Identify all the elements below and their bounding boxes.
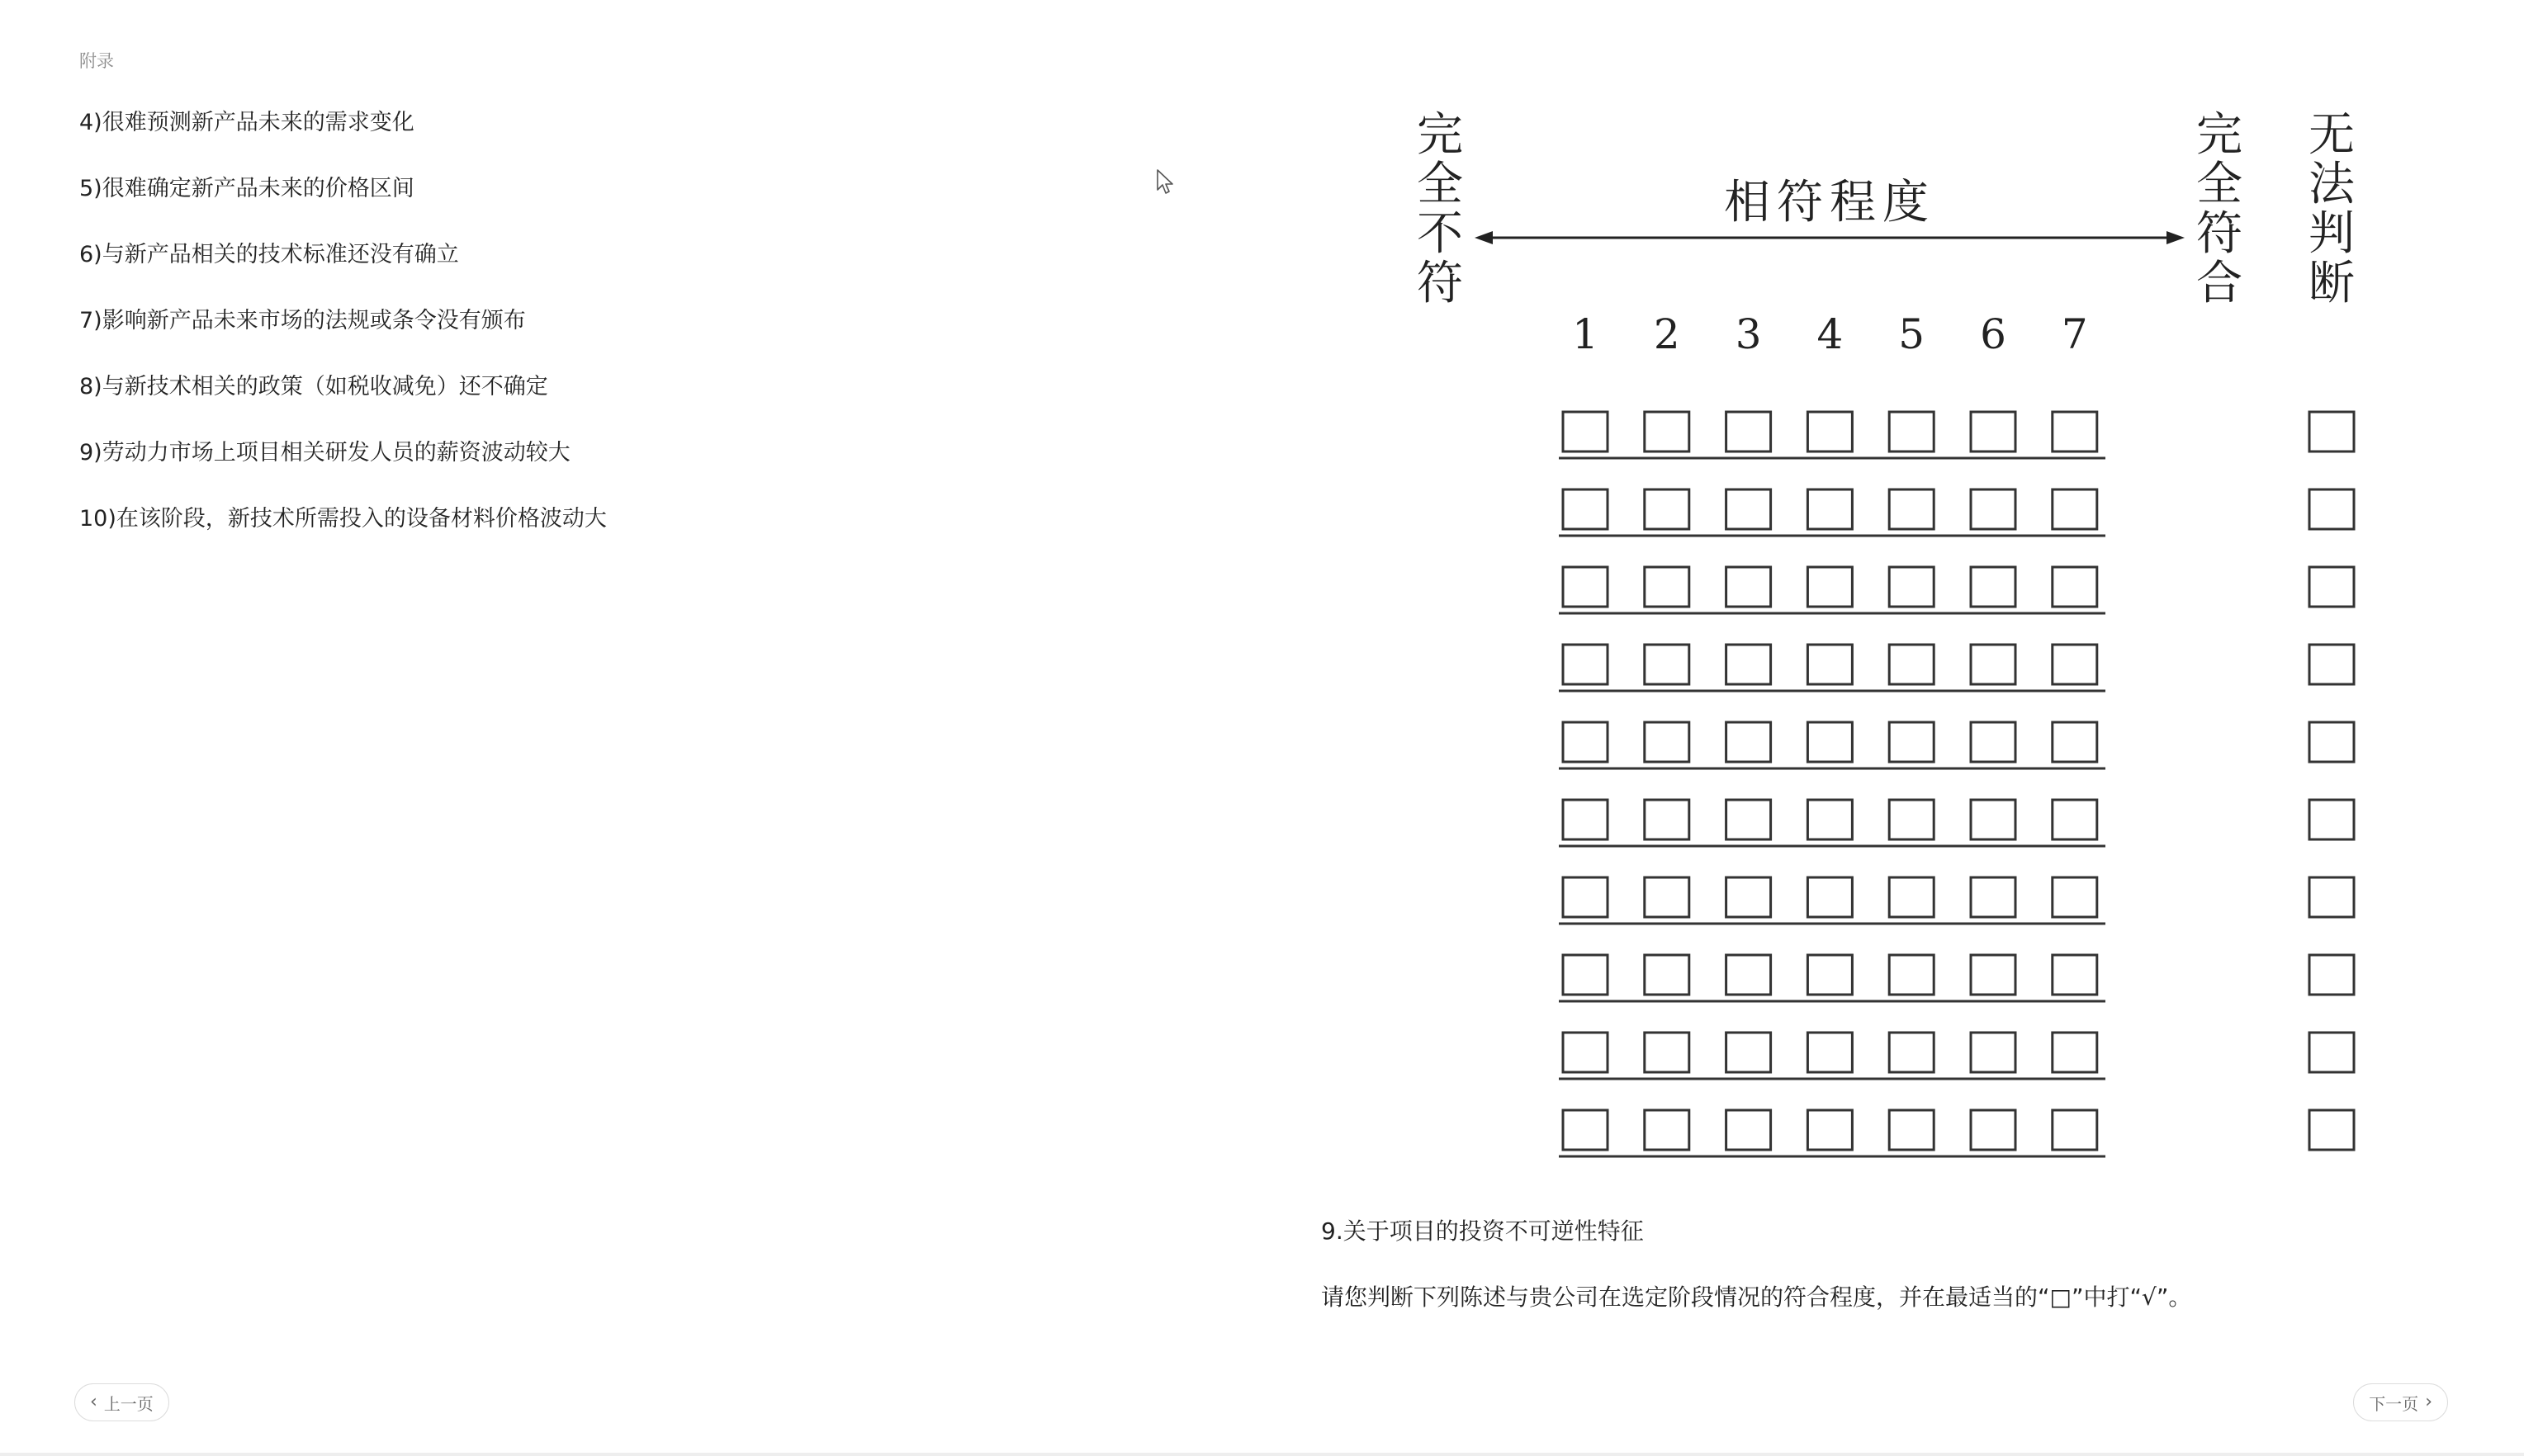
- question-title: 9.关于项目的投资不可逆性特征: [1321, 1217, 1644, 1245]
- prev-page-button[interactable]: [74, 1383, 169, 1421]
- rating-checkbox[interactable]: [1807, 722, 1852, 762]
- rating-checkbox[interactable]: [1645, 567, 1689, 607]
- cannot-judge-checkbox[interactable]: [2309, 567, 2354, 607]
- rating-checkbox[interactable]: [1726, 955, 1771, 995]
- rating-checkbox[interactable]: [1726, 645, 1771, 684]
- rating-checkbox[interactable]: [1971, 412, 2015, 451]
- cannot-judge-checkbox[interactable]: [2309, 877, 2354, 917]
- scale-title: 相符程度: [1724, 176, 1935, 229]
- bottom-divider: [0, 1453, 2524, 1456]
- scale-numbers: [1572, 310, 2088, 358]
- rating-checkbox[interactable]: [2053, 722, 2097, 762]
- next-page-label: 下一页: [2369, 1393, 2419, 1414]
- rating-checkbox[interactable]: [1563, 877, 1608, 917]
- rating-checkbox[interactable]: [1889, 567, 1934, 607]
- rating-row: [1559, 800, 2354, 846]
- cannot-judge-checkbox[interactable]: [2309, 489, 2354, 529]
- rating-checkbox[interactable]: [1889, 1033, 1934, 1072]
- rating-checkbox[interactable]: [2053, 1110, 2097, 1150]
- na-label-char: 无: [2309, 108, 2355, 162]
- rating-checkbox[interactable]: [1971, 1110, 2015, 1150]
- rating-row: [1559, 1110, 2354, 1156]
- rating-checkbox[interactable]: [1889, 645, 1934, 684]
- statement-item: 4)很难预测新产品未来的需求变化: [79, 110, 414, 135]
- na-label-char: 法: [2309, 158, 2355, 211]
- cannot-judge-checkbox[interactable]: [2309, 1033, 2354, 1072]
- rating-checkbox[interactable]: [1971, 877, 2015, 917]
- rating-row: [1559, 722, 2354, 768]
- rating-checkbox[interactable]: [1971, 1033, 2015, 1072]
- na-label-char: 断: [2309, 257, 2355, 310]
- breadcrumb: 附录: [79, 51, 114, 71]
- chevron-left-icon: ‹: [90, 1392, 97, 1412]
- na-label-char: 判: [2309, 207, 2355, 261]
- rating-row: [1559, 645, 2354, 691]
- rating-checkbox[interactable]: [1807, 800, 1852, 839]
- rating-checkbox[interactable]: [1971, 722, 2015, 762]
- rating-checkbox[interactable]: [1889, 955, 1934, 995]
- statement-item: 10)在该阶段，新技术所需投入的设备材料价格波动大: [79, 506, 607, 532]
- scale-number: 7: [2061, 310, 2088, 358]
- left-arrowhead-icon: [1475, 231, 1493, 244]
- rating-checkbox[interactable]: [1726, 489, 1771, 529]
- rating-checkbox[interactable]: [1971, 489, 2015, 529]
- rating-checkbox[interactable]: [1971, 955, 2015, 995]
- rating-checkbox[interactable]: [1889, 489, 1934, 529]
- right-label-char: 全: [2196, 158, 2242, 211]
- rating-checkbox[interactable]: [1971, 645, 2015, 684]
- rating-checkbox[interactable]: [1563, 722, 1608, 762]
- scale-number: 1: [1572, 310, 1598, 358]
- rating-checkbox[interactable]: [2053, 412, 2097, 451]
- rating-checkbox[interactable]: [2053, 955, 2097, 995]
- cannot-judge-checkbox[interactable]: [2309, 722, 2354, 762]
- rating-checkbox[interactable]: [1563, 800, 1608, 839]
- statement-item: 9)劳动力市场上项目相关研发人员的薪资波动较大: [79, 440, 571, 466]
- chevron-right-icon: ›: [2425, 1392, 2432, 1412]
- cannot-judge-label: [2309, 108, 2356, 310]
- rating-checkbox[interactable]: [1726, 722, 1771, 762]
- rating-checkbox[interactable]: [1645, 1110, 1689, 1150]
- question-instruction: 请您判断下列陈述与贵公司在选定阶段情况的符合程度，并在最适当的“□”中打“√”。: [1321, 1283, 2192, 1311]
- rating-checkbox[interactable]: [1971, 800, 2015, 839]
- rating-row: [1559, 489, 2354, 536]
- rating-rows: [1559, 412, 2354, 1156]
- rating-checkbox[interactable]: [1807, 955, 1852, 995]
- rating-checkbox[interactable]: [1563, 1110, 1608, 1150]
- scale-number: 2: [1653, 310, 1680, 358]
- rating-checkbox[interactable]: [1807, 1033, 1852, 1072]
- rating-checkbox[interactable]: [1807, 645, 1852, 684]
- right-label-char: 合: [2196, 257, 2242, 310]
- left-scale-label: [1417, 108, 1463, 310]
- rating-checkbox[interactable]: [1726, 800, 1771, 839]
- left-label-char: 全: [1417, 158, 1463, 211]
- left-label-char: 符: [1417, 257, 1463, 310]
- rating-checkbox[interactable]: [1645, 722, 1689, 762]
- cannot-judge-checkbox[interactable]: [2309, 412, 2354, 451]
- cannot-judge-checkbox[interactable]: [2309, 1110, 2354, 1150]
- statement-item: 8)与新技术相关的政策（如税收减免）还不确定: [79, 374, 548, 399]
- cannot-judge-checkbox[interactable]: [2309, 800, 2354, 839]
- rating-checkbox[interactable]: [1889, 1110, 1934, 1150]
- scale-number: 6: [1980, 310, 2006, 358]
- right-scale-label: [2196, 108, 2242, 310]
- rating-checkbox[interactable]: [2053, 800, 2097, 839]
- rating-checkbox[interactable]: [1726, 567, 1771, 607]
- next-page-button[interactable]: [2353, 1383, 2448, 1421]
- rating-checkbox[interactable]: [2053, 645, 2097, 684]
- rating-checkbox[interactable]: [1563, 955, 1608, 995]
- rating-row: [1559, 1033, 2354, 1079]
- statement-item: 6)与新产品相关的技术标准还没有确立: [79, 242, 459, 267]
- rating-scale-figure: [1387, 107, 2378, 1180]
- rating-checkbox[interactable]: [1889, 412, 1934, 451]
- cannot-judge-checkbox[interactable]: [2309, 645, 2354, 684]
- statement-item: 7)影响新产品未来市场的法规或条令没有颁布: [79, 308, 526, 333]
- left-label-char: 不: [1417, 207, 1463, 261]
- rating-row: [1559, 567, 2354, 613]
- rating-checkbox[interactable]: [1645, 645, 1689, 684]
- right-label-char: 符: [2196, 207, 2242, 261]
- rating-checkbox[interactable]: [1645, 877, 1689, 917]
- right-arrowhead-icon: [2166, 231, 2185, 244]
- rating-checkbox[interactable]: [1563, 1033, 1608, 1072]
- right-label-char: 完: [2196, 108, 2242, 162]
- rating-checkbox[interactable]: [1726, 412, 1771, 451]
- rating-checkbox[interactable]: [1645, 412, 1689, 451]
- rating-checkbox[interactable]: [1889, 800, 1934, 839]
- scale-number: 5: [1898, 310, 1925, 358]
- cannot-judge-checkbox[interactable]: [2309, 955, 2354, 995]
- rating-checkbox[interactable]: [1645, 1033, 1689, 1072]
- statement-item: 5)很难确定新产品未来的价格区间: [79, 176, 414, 201]
- rating-checkbox[interactable]: [1726, 1033, 1771, 1072]
- rating-checkbox[interactable]: [1889, 877, 1934, 917]
- rating-checkbox[interactable]: [1563, 645, 1608, 684]
- rating-checkbox[interactable]: [1645, 955, 1689, 995]
- rating-checkbox[interactable]: [2053, 1033, 2097, 1072]
- rating-checkbox[interactable]: [1563, 412, 1608, 451]
- rating-checkbox[interactable]: [1807, 567, 1852, 607]
- rating-checkbox[interactable]: [2053, 567, 2097, 607]
- rating-checkbox[interactable]: [1726, 877, 1771, 917]
- scale-number: 4: [1816, 310, 1844, 358]
- left-label-char: 完: [1417, 108, 1463, 162]
- rating-checkbox[interactable]: [1971, 567, 2015, 607]
- rating-row: [1559, 955, 2354, 1001]
- mouse-cursor-icon: [1156, 168, 1176, 196]
- rating-checkbox[interactable]: [1807, 412, 1852, 451]
- rating-checkbox[interactable]: [2053, 489, 2097, 529]
- rating-checkbox[interactable]: [1563, 567, 1608, 607]
- rating-checkbox[interactable]: [1645, 489, 1689, 529]
- rating-checkbox[interactable]: [1807, 877, 1852, 917]
- rating-checkbox[interactable]: [2053, 877, 2097, 917]
- rating-checkbox[interactable]: [1563, 489, 1608, 529]
- rating-checkbox[interactable]: [1807, 1110, 1852, 1150]
- rating-checkbox[interactable]: [1726, 1110, 1771, 1150]
- rating-checkbox[interactable]: [1807, 489, 1852, 529]
- rating-row: [1559, 412, 2354, 458]
- statement-list: [79, 102, 607, 565]
- rating-checkbox[interactable]: [1645, 800, 1689, 839]
- rating-checkbox[interactable]: [1889, 722, 1934, 762]
- scale-number: 3: [1735, 310, 1762, 358]
- prev-page-label: 上一页: [103, 1393, 154, 1414]
- rating-row: [1559, 877, 2354, 924]
